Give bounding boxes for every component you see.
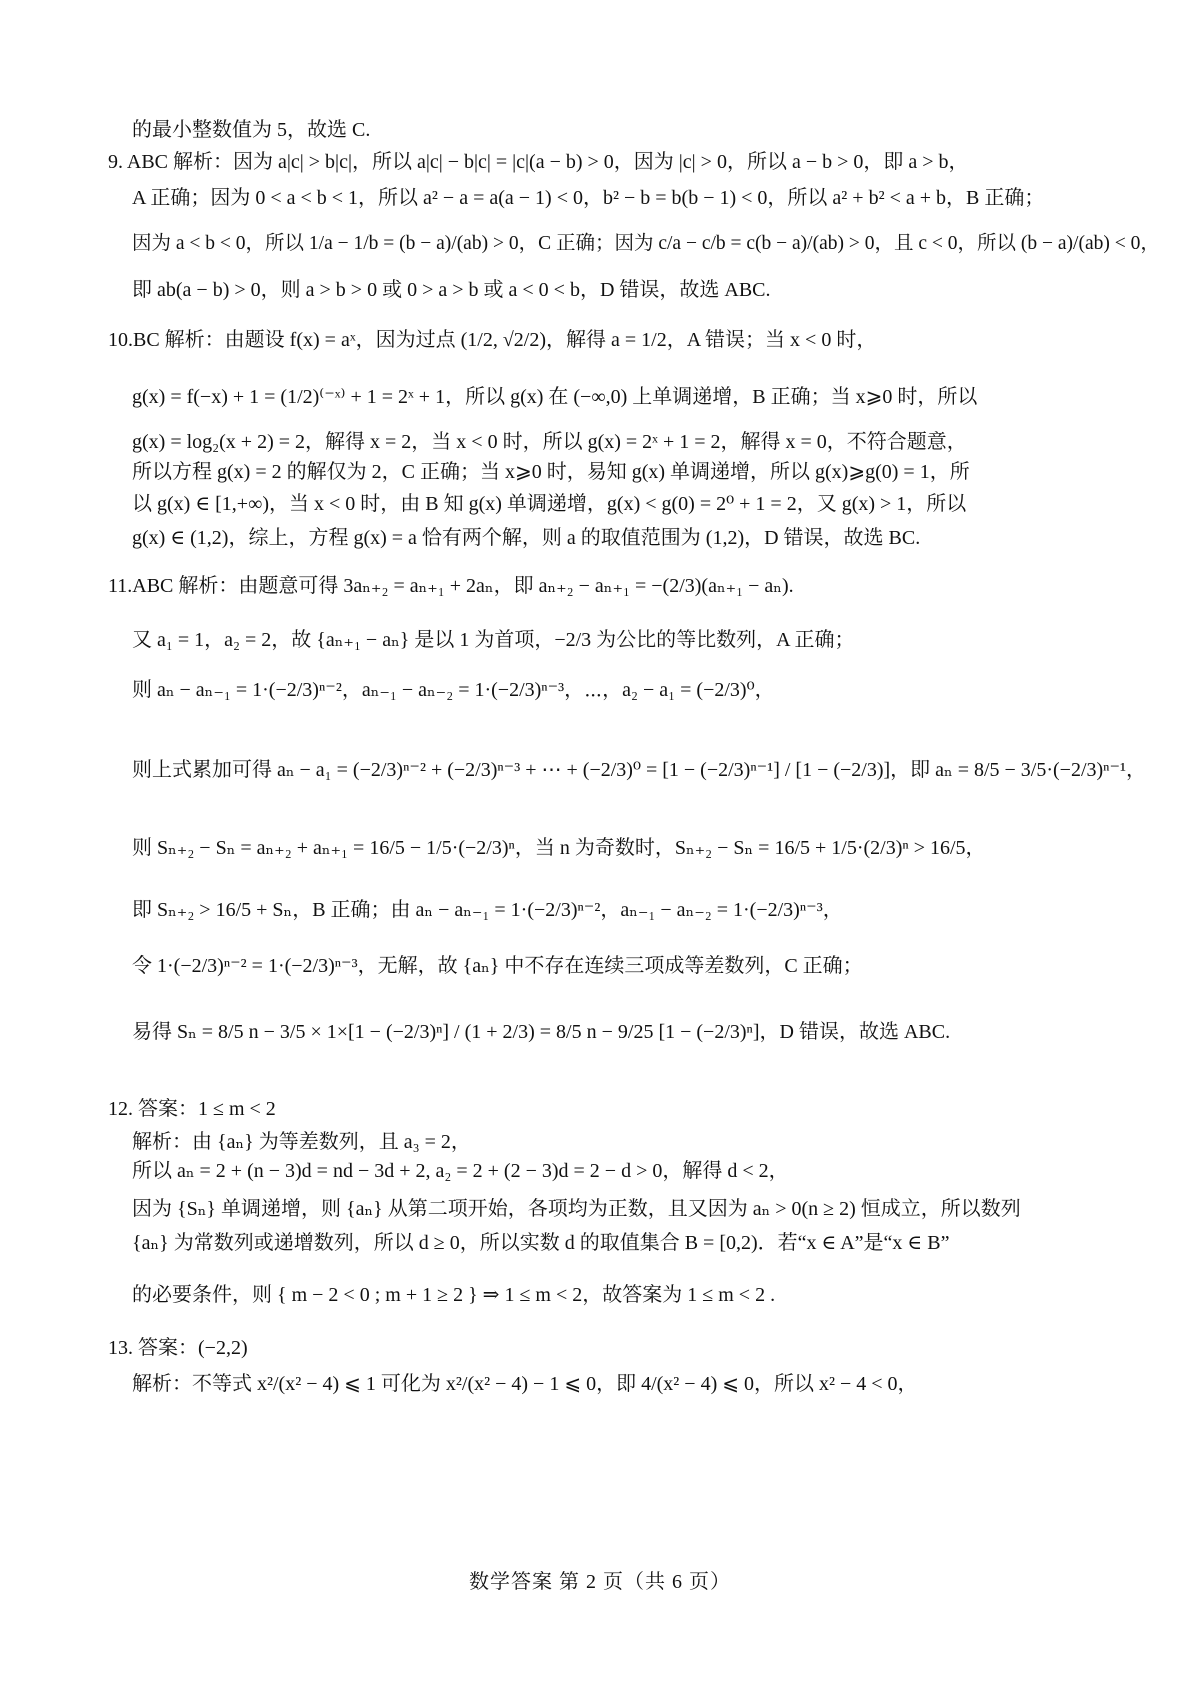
text-line: g(x) ∈ (1,2)，综上，方程 g(x) = a 恰有两个解，则 a 的取值范围为 (1,2)，D 错误，故选 BC. — [132, 527, 921, 549]
text-line: 则上式累加可得 aₙ − a₁ = (−2/3)ⁿ⁻² + (−2/3)ⁿ⁻³ + ⋯ + (−2/3)⁰ = [1 − (−2/3)ⁿ⁻¹] / [1 − (−2/3)]，即 aₙ = 8/5 − 3/5·(−2/3)ⁿ⁻¹， — [132, 759, 1147, 781]
text-line: 11.ABC 解析：由题意可得 3aₙ₊₂ = aₙ₊₁ + 2aₙ，即 aₙ₊₂ − aₙ₊₁ = −(2/3)(aₙ₊₁ − aₙ). — [108, 575, 794, 597]
text-line: 12. 答案：1 ≤ m < 2 — [108, 1098, 276, 1120]
text-line: 即 ab(a − b) > 0，则 a > b > 0 或 0 > a > b 或 a < 0 < b，D 错误，故选 ABC. — [132, 279, 771, 301]
text-line: 的最小整数值为 5，故选 C. — [132, 119, 371, 141]
text-line: 以 g(x) ∈ [1,+∞)，当 x < 0 时，由 B 知 g(x) 单调递增，g(x) < g(0) = 2⁰ + 1 = 2，又 g(x) > 1，所以 — [132, 493, 967, 515]
text-line: 令 1·(−2/3)ⁿ⁻² = 1·(−2/3)ⁿ⁻³，无解，故 {aₙ} 中不存在连续三项成等差数列，C 正确； — [132, 955, 863, 977]
text-line: 9. ABC 解析：因为 a|c| > b|c|，所以 a|c| − b|c| = |c|(a − b) > 0，因为 |c| > 0，所以 a − b > 0，即 a > b， — [108, 151, 969, 173]
text-line: 即 Sₙ₊₂ > 16/5 + Sₙ，B 正确；由 aₙ − aₙ₋₁ = 1·(−2/3)ⁿ⁻²，aₙ₋₁ − aₙ₋₂ = 1·(−2/3)ⁿ⁻³， — [132, 899, 843, 921]
text-line: 则 aₙ − aₙ₋₁ = 1·(−2/3)ⁿ⁻²，aₙ₋₁ − aₙ₋₂ = 1·(−2/3)ⁿ⁻³，⋯，a₂ − a₁ = (−2/3)⁰， — [132, 679, 775, 701]
text-line: 解析：由 {aₙ} 为等差数列，且 a₃ = 2， — [132, 1131, 471, 1153]
text-line: 则 Sₙ₊₂ − Sₙ = aₙ₊₂ + aₙ₊₁ = 16/5 − 1/5·(−2/3)ⁿ，当 n 为奇数时，Sₙ₊₂ − Sₙ = 16/5 + 1/5·(2/3)ⁿ > 16/5， — [132, 837, 986, 859]
text-line: {aₙ} 为常数列或递增数列，所以 d ≥ 0，所以实数 d 的取值集合 B = [0,2)．若“x ∈ A”是“x ∈ B” — [132, 1232, 950, 1254]
text-line: 解析：不等式 x²/(x² − 4) ⩽ 1 可化为 x²/(x² − 4) − 1 ⩽ 0，即 4/(x² − 4) ⩽ 0，所以 x² − 4 < 0， — [132, 1373, 918, 1395]
text-line: 又 a₁ = 1，a₂ = 2，故 {aₙ₊₁ − aₙ} 是以 1 为首项，−2/3 为公比的等比数列，A 正确； — [132, 629, 855, 651]
text-line: 10.BC 解析：由题设 f(x) = aˣ，因为过点 (1/2, √2/2)，解得 a = 1/2，A 错误；当 x < 0 时， — [108, 329, 877, 351]
text-line: A 正确；因为 0 < a < b < 1，所以 a² − a = a(a − 1) < 0，b² − b = b(b − 1) < 0，所以 a² + b² < a + b，B 正确； — [132, 187, 1045, 209]
page-footer: 数学答案 第 2 页（共 6 页） — [469, 1571, 731, 1593]
text-line: 易得 Sₙ = 8/5 n − 3/5 × 1×[1 − (−2/3)ⁿ] / (1 + 2/3) = 8/5 n − 9/25 [1 − (−2/3)ⁿ]，D 错误，故选 ABC. — [132, 1021, 951, 1043]
text-line: 13. 答案：(−2,2) — [108, 1337, 248, 1359]
text-line: g(x) = log₂(x + 2) = 2，解得 x = 2，当 x < 0 时，所以 g(x) = 2ˣ + 1 = 2，解得 x = 0，不符合题意， — [132, 431, 967, 453]
text-line: g(x) = f(−x) + 1 = (1/2)⁽⁻ˣ⁾ + 1 = 2ˣ + 1，所以 g(x) 在 (−∞,0) 上单调递增，B 正确；当 x⩾0 时，所以 — [132, 386, 978, 408]
text-line: 因为 {Sₙ} 单调递增，则 {aₙ} 从第二项开始，各项均为正数，且又因为 aₙ > 0(n ≥ 2) 恒成立，所以数列 — [132, 1198, 1021, 1220]
text-line: 的必要条件，则 { m − 2 < 0 ; m + 1 ≥ 2 } ⇒ 1 ≤ m < 2，故答案为 1 ≤ m < 2 . — [132, 1284, 776, 1306]
text-line: 所以 aₙ = 2 + (n − 3)d = nd − 3d + 2, a₂ = 2 + (2 − 3)d = 2 − d > 0，解得 d < 2， — [132, 1160, 789, 1182]
text-line: 所以方程 g(x) = 2 的解仅为 2，C 正确；当 x⩾0 时，易知 g(x) 单调递增，所以 g(x)⩾g(0) = 1，所 — [132, 461, 970, 483]
text-line: 因为 a < b < 0，所以 1/a − 1/b = (b − a)/(ab) > 0，C 正确；因为 c/a − c/b = c(b − a)/(ab) > 0，且 c < 0，所以 (b − a)/(ab) < 0， — [132, 233, 1160, 254]
